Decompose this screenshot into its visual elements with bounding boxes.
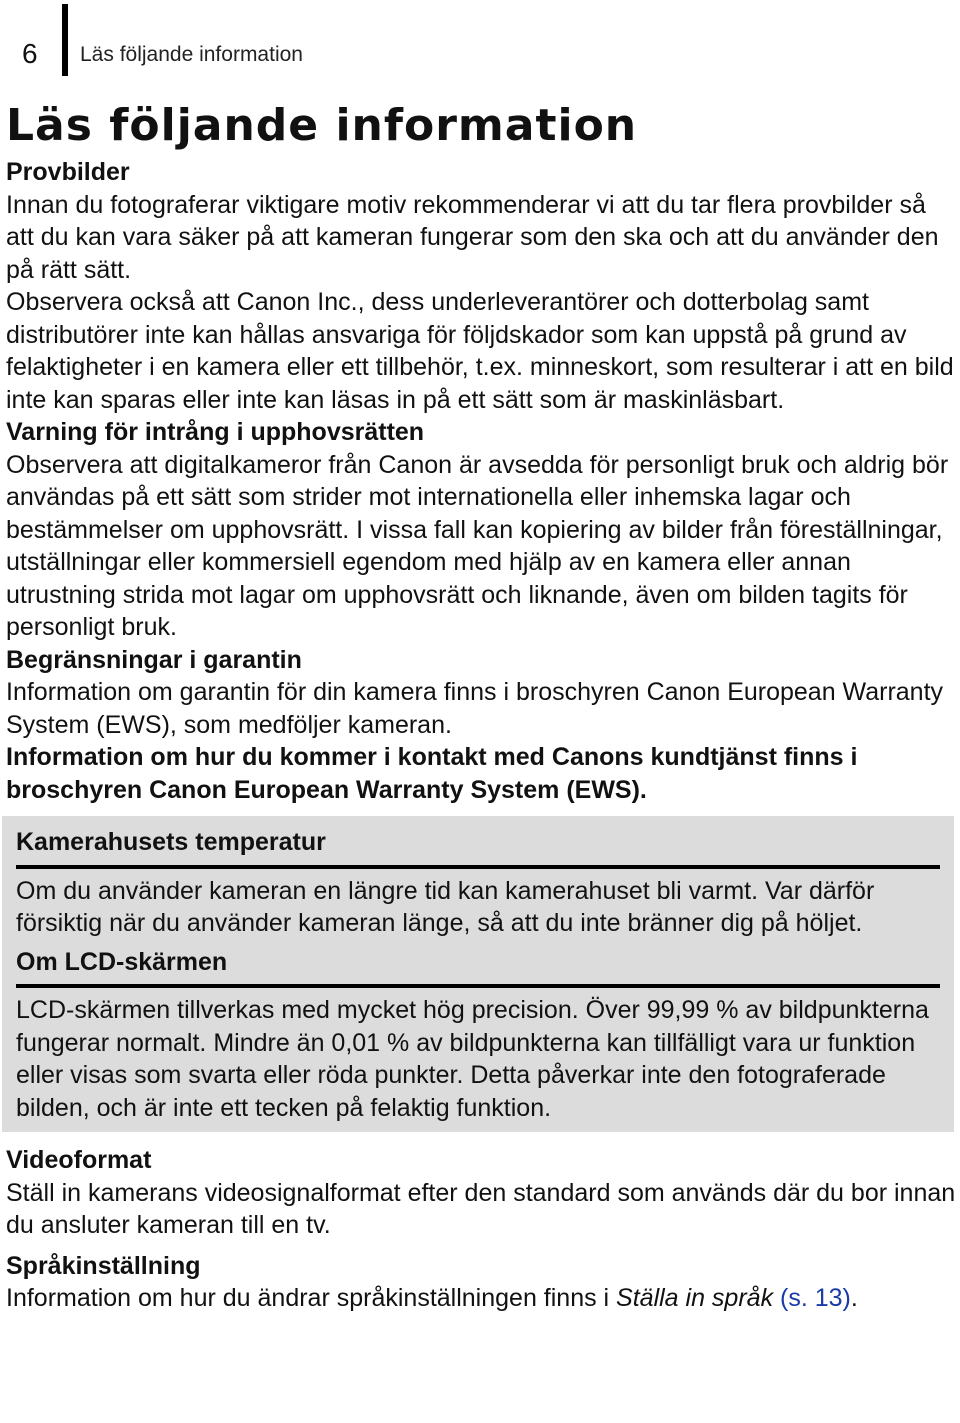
box-heading-temperatur: Kamerahusets temperatur bbox=[16, 828, 326, 856]
header-section-title: Läs följande information bbox=[80, 43, 303, 66]
box-heading-lcd: Om LCD-skärmen bbox=[16, 947, 228, 976]
section-garanti bbox=[6, 644, 956, 807]
text: Information om hur du ändrar språkinställningen finns i bbox=[6, 1284, 617, 1312]
box-rule bbox=[16, 865, 940, 869]
paragraph: Ställ in kamerans videosignalformat efter den standard som används där du bor innan du ansluter kameran till en tv. bbox=[6, 1178, 956, 1239]
paragraph: Innan du fotograferar viktigare motiv rekommenderar vi att du tar flera provbilder så att du kan vara säker på att kameran fungerar som den ska och att du använder den på rätt sätt. bbox=[6, 190, 939, 284]
paragraph: LCD-skärmen tillverkas med mycket hög precision. Över 99,99 % av bildpunkterna fungerar normalt. Mindre än 0,01 % av bildpunkterna kan tillfälligt vara ur funktion eller visas som svarta eller röda punkter. Detta påverkar inte den fotograferade bilden, och är inte ett tecken på felaktig funktion. bbox=[16, 996, 929, 1122]
section-varning bbox=[6, 416, 956, 644]
paragraph: Observera att digitalkameror från Canon är avsedda för personligt bruk och aldrig bör användas på ett sätt som strider mot internationella eller inhemska lagar och bestämmelser om upphovsrätt. I vissa fall kan kopiering av bilder från föreställningar, utställningar eller kommersiell egendom med hjälp av en kamera eller annan utrustning strida mot lagar om upphovsrätt och liknande, även om bilden tagits för personligt bruk. bbox=[6, 450, 949, 641]
paragraph: Information om garantin för din kamera finns i broschyren Canon European Warranty System (EWS), som medföljer kameran. bbox=[6, 678, 944, 739]
section-video bbox=[6, 1144, 956, 1242]
paragraph: Observera också att Canon Inc., dess underleverantörer och dotterbolag samt distributörer inte kan hållas ansvariga för följdskador som kan uppstå på grund av felaktigheter i en kamera eller ett tillbehör, t.ex. minneskort, som resulterar i att en bild inte kan sparas eller inte kan läsas in på ett sätt som är maskinläsbart. bbox=[6, 288, 954, 414]
page-link[interactable]: (s. 13) bbox=[780, 1284, 851, 1312]
text bbox=[773, 1284, 780, 1312]
page-header bbox=[0, 0, 960, 80]
section-heading: Videoformat bbox=[6, 1146, 152, 1174]
text: . bbox=[850, 1284, 858, 1312]
page-content bbox=[6, 96, 956, 1315]
header-divider bbox=[62, 4, 68, 76]
section-sprak bbox=[6, 1250, 956, 1315]
section-heading: Språkinställning bbox=[6, 1251, 201, 1280]
notice-box bbox=[2, 816, 954, 1132]
section-provbilder bbox=[6, 156, 956, 416]
paragraph bbox=[6, 1282, 956, 1315]
section-heading: Provbilder bbox=[6, 158, 130, 186]
italic-reference: Ställa in språk bbox=[616, 1284, 774, 1312]
section-heading: Varning för intrång i upphovsrätten bbox=[6, 418, 425, 446]
page-number: 6 bbox=[22, 38, 38, 69]
bold-paragraph: Information om hur du kommer i kontakt med Canons kundtjänst finns i broschyren Canon European Warranty System (EWS). bbox=[6, 743, 858, 804]
box-rule bbox=[16, 984, 940, 988]
paragraph: Om du använder kameran en längre tid kan kamerahuset bli varmt. Var därför försiktig när du använder kameran länge, så att du inte bränner dig på höljet. bbox=[16, 876, 875, 937]
page-title: Läs följande information bbox=[6, 100, 638, 151]
section-heading: Begränsningar i garantin bbox=[6, 645, 302, 674]
